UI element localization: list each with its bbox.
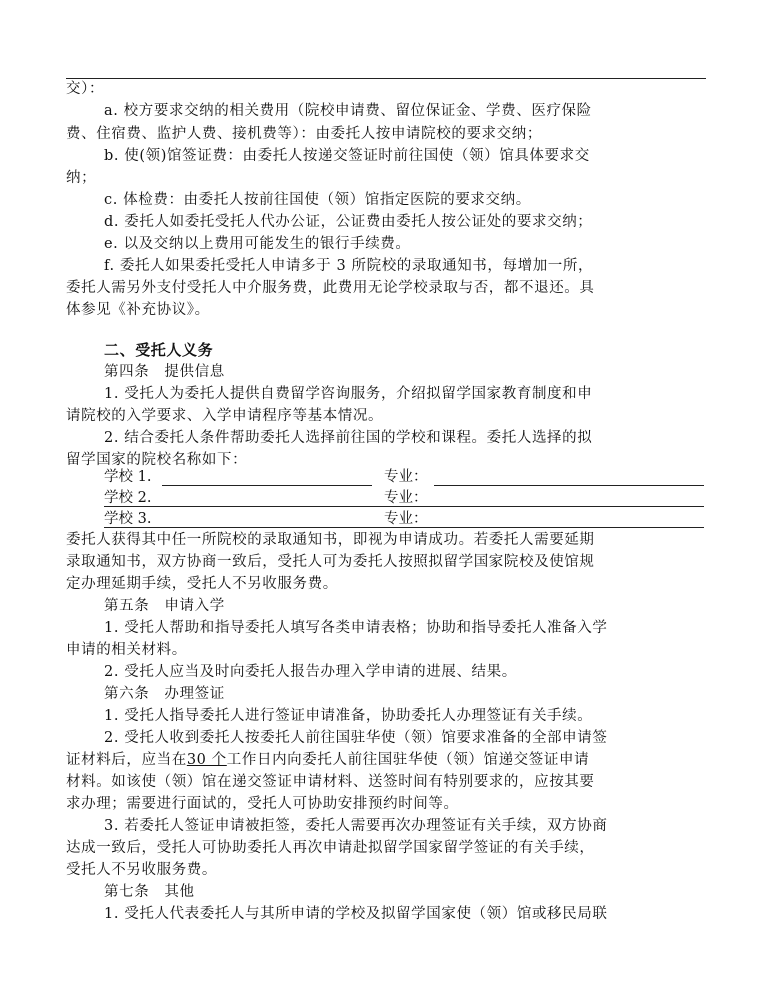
section-heading: 二、受托人义务 xyxy=(104,341,214,359)
text-line: 交）： xyxy=(66,81,105,97)
school-row-2 xyxy=(104,487,704,509)
major-name-field[interactable] xyxy=(434,485,704,486)
text-line: a. 校方要求交纳的相关费用（院校申请费、留位保证金、学费、医疗保险 xyxy=(104,103,592,119)
text-line: 纳； xyxy=(66,170,97,186)
text-line: 委托人获得其中任一所院校的录取通知书，即视为申请成功。若委托人需要延期 xyxy=(66,532,595,548)
text-line: 录取通知书，双方协商一致后，受托人可为委托人按照拟留学国家院校及使馆规 xyxy=(66,554,595,570)
article-title: 第四条 提供信息 xyxy=(104,364,225,380)
text-line: 达成一致后，受托人可协助委托人再次申请赴拟留学国家留学签证的有关手续， xyxy=(66,840,595,856)
article-title: 第五条 申请入学 xyxy=(104,598,225,614)
text-line: 定办理延期手续，受托人不另收服务费。 xyxy=(66,576,338,592)
text-line: 2. 受托人应当及时向委托人报告办理入学申请的进展、结果。 xyxy=(104,664,517,680)
article-title: 第七条 其他 xyxy=(104,884,195,900)
text-line xyxy=(66,749,589,771)
text-line: 求办理；需要进行面试的，受托人可协助安排预约时间等。 xyxy=(66,796,459,812)
text-line: b. 使(领)馆签证费：由委托人按递交签证时前往国使（领）馆具体要求交 xyxy=(104,148,590,164)
deadline-days: 30 个 xyxy=(186,752,227,768)
text-line: 留学国家的院校名称如下： xyxy=(66,452,248,468)
text-line: d. 委托人如委托受托人代办公证，公证费由委托人按公证处的要求交纳； xyxy=(104,214,593,230)
text-line: 受托人不另收服务费。 xyxy=(66,862,217,878)
major-label: 专业： xyxy=(384,511,428,527)
text-segment: 工作日内向委托人前往国驻华使（领）馆递交签证申请 xyxy=(226,752,590,768)
text-line: e. 以及交纳以上费用可能发生的银行手续费。 xyxy=(104,236,411,252)
school-name-field[interactable] xyxy=(162,485,372,486)
text-line: 3. 若委托人签证申请被拒签，委托人需要再次办理签证有关手续，双方协商 xyxy=(104,818,608,834)
top-divider xyxy=(66,78,706,79)
text-line: 1. 受托人帮助和指导委托人填写各类申请表格；协助和指导委托人准备入学 xyxy=(104,620,608,636)
text-line: 请院校的入学要求、入学申请程序等基本情况。 xyxy=(66,408,384,424)
text-line: f. 委托人如果委托受托人申请多于 3 所院校的录取通知书，每增加一所， xyxy=(104,258,594,274)
school-label: 学校 3. xyxy=(104,511,152,527)
text-line: c. 体检费：由委托人按前往国使（领）馆指定医院的要求交纳。 xyxy=(104,192,531,208)
text-line: 1. 受托人代表委托人与其所申请的学校及拟留学国家使（领）馆或移民局联 xyxy=(104,906,608,922)
text-line: 体参见《补充协议》。 xyxy=(66,302,210,318)
text-line: 1. 受托人指导委托人进行签证申请准备，协助委托人办理签证有关手续。 xyxy=(104,708,593,724)
school-label: 学校 1. xyxy=(104,469,152,485)
article-title: 第六条 办理签证 xyxy=(104,686,225,702)
school-label: 学校 2. xyxy=(104,490,152,506)
major-label: 专业： xyxy=(384,490,428,506)
school-row-1 xyxy=(104,466,704,488)
text-segment: 证材料后，应当在 xyxy=(66,752,187,768)
text-line: 委托人需另外支付受托人中介服务费，此费用无论学校录取与否，都不退还。具 xyxy=(66,280,595,296)
text-line: 2. 受托人收到委托人按委托人前往国驻华使（领）馆要求准备的全部申请签 xyxy=(104,730,608,746)
text-line: 申请的相关材料。 xyxy=(66,642,187,658)
school-row-3 xyxy=(104,508,704,530)
text-line: 费、住宿费、监护人费、接机费等）：由委托人按申请院校的要求交纳； xyxy=(66,126,542,142)
text-line: 1. 受托人为委托人提供自费留学咨询服务，介绍拟留学国家教育制度和申 xyxy=(104,386,593,402)
text-line: 2. 结合委托人条件帮助委托人选择前往国的学校和课程。委托人选择的拟 xyxy=(104,430,593,446)
text-line: 材料。如该使（领）馆在递交签证申请材料、送签时间有特别要求的，应按其要 xyxy=(66,774,595,790)
major-label: 专业： xyxy=(384,469,428,485)
